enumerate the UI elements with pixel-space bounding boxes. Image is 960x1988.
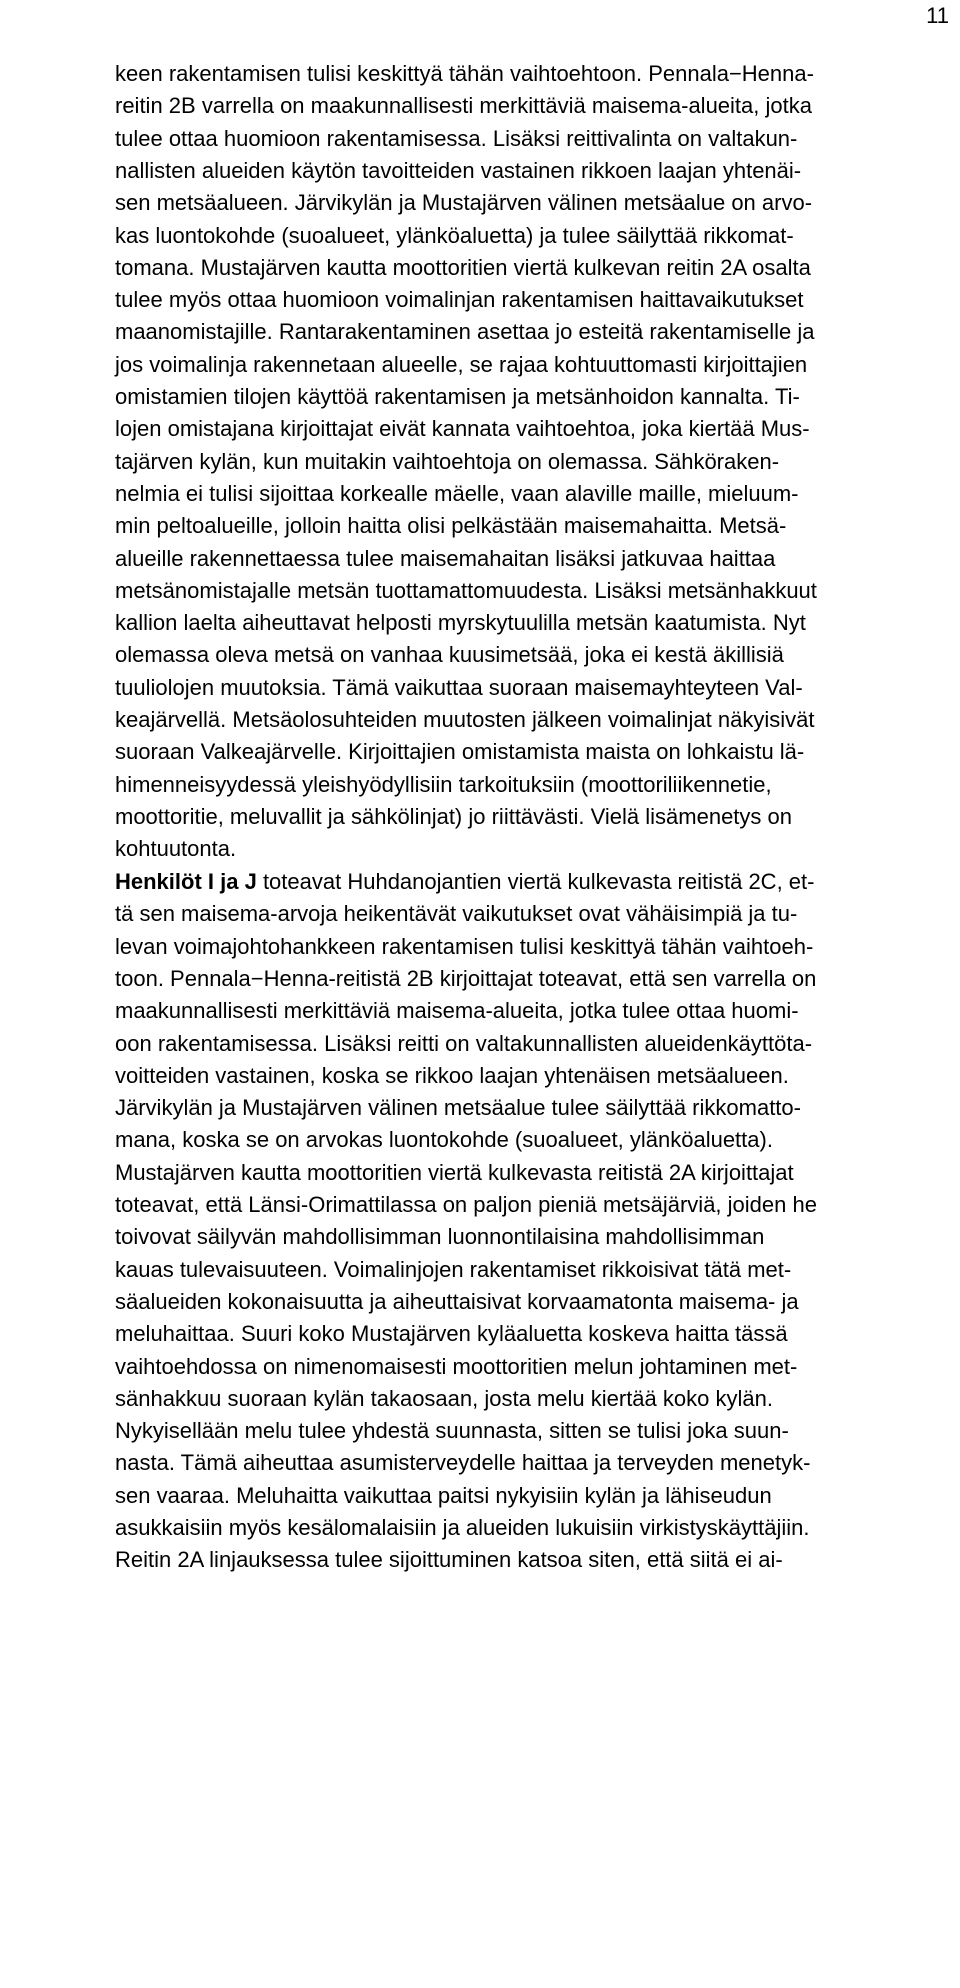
text-run: min peltoalueille, jolloin haitta olisi pelkästään maisemahaitta. Metsä-	[115, 513, 787, 539]
text-run: asukkaisiin myös kesälomalaisiin ja alueiden lukuisiin virkistyskäyttäjiin.	[115, 1515, 810, 1540]
text-run: nelmia ei tulisi sijoittaa korkealle mäelle, vaan alaville maille, mieluum-	[115, 480, 799, 506]
page-number: 11	[926, 3, 949, 28]
text-line	[115, 352, 807, 378]
text-line	[115, 1095, 801, 1121]
text-line	[115, 1547, 783, 1573]
text-run: keajärvellä. Metsäolosuhteiden muutosten jälkeen voimalinjat näkyisivät	[115, 707, 815, 732]
text-line	[115, 126, 797, 152]
text-line	[115, 1257, 791, 1283]
text-line	[115, 416, 810, 442]
text-run: Mustajärven kautta moottoritien viertä kulkevasta reitistä 2A kirjoittajat	[115, 1159, 794, 1185]
text-line	[115, 1418, 789, 1444]
text-run: keen rakentamisen tulisi keskittyä tähän vaihtoehtoon. Pennala−Henna-	[115, 61, 814, 86]
text-line	[115, 513, 786, 539]
text-run: kas luontokohde (suoalueet, ylänköaluetta) ja tulee säilyttää rikkomat-	[115, 222, 794, 248]
text-line	[115, 836, 236, 862]
text-line	[115, 642, 784, 668]
text-line	[115, 190, 812, 216]
text-line	[115, 1386, 773, 1412]
text-run: voitteiden vastainen, koska se rikkoo laajan yhtenäisen metsäalueen.	[115, 1062, 789, 1088]
text-line	[115, 1354, 797, 1380]
text-line	[115, 707, 815, 733]
text-run: kallion laelta aiheuttavat helposti myrskytuulilla metsän kaatumista. Nyt	[115, 610, 806, 636]
text-run: omistamien tilojen käyttöä rakentamisen ja metsänhoidon kannalta. Ti-	[115, 384, 800, 409]
text-run: kauas tulevaisuuteen. Voimalinjojen rakentamiset rikkoisivat tätä met-	[115, 1256, 792, 1282]
text-line	[115, 1289, 799, 1315]
text-run: moottoritie, meluvallit ja sähkölinjat) jo riittävästi. Vielä lisämenetys on	[115, 803, 792, 829]
text-run: metsänomistajalle metsän tuottamattomuudesta. Lisäksi metsänhakkuut	[115, 577, 817, 603]
text-run: maanomistajille. Rantarakentaminen asettaa jo esteitä rakentamiselle ja	[115, 319, 815, 345]
text-line	[115, 1063, 789, 1089]
text-run: toivovat säilyvän mahdollisimman luonnontilaisina mahdollisimman	[115, 1224, 765, 1250]
text-run: maakunnallisesti merkittäviä maisema-alueita, jotka tulee ottaa huomi-	[115, 998, 799, 1024]
text-line	[115, 481, 799, 507]
text-line	[115, 1450, 810, 1476]
text-line	[115, 61, 814, 87]
text-line	[115, 1483, 772, 1509]
text-line	[115, 675, 803, 701]
text-run: sänhakkuu suoraan kylän takaosaan, josta melu kiertää koko kylän.	[115, 1385, 773, 1411]
text-run: lojen omistajana kirjoittajat eivät kannata vaihtoehtoa, joka kiertää Mus-	[115, 416, 810, 442]
text-run: kohtuutonta.	[115, 836, 237, 862]
text-run: nasta. Tämä aiheuttaa asumisterveydelle haittaa ja terveyden menetyk-	[115, 1450, 811, 1476]
text-run: alueille rakennettaessa tulee maisemahaitan lisäksi jatkuvaa haittaa	[115, 545, 776, 571]
text-run: sen metsäalueen. Järvikylän ja Mustajärven välinen metsäalue on arvo-	[115, 190, 813, 216]
text-run: reitin 2B varrella on maakunnallisesti merkittäviä maisema-alueita, jotka	[115, 93, 812, 119]
text-run: levan voimajohtohankkeen rakentamisen tulisi keskittyä tähän vaihtoeh-	[115, 933, 814, 959]
bold-text: Henkilöt I ja J	[115, 869, 257, 894]
text-run: tuuliolojen muutoksia. Tämä vaikuttaa suoraan maisemayhteyteen Val-	[115, 674, 803, 700]
text-line	[115, 934, 813, 960]
text-run: toteavat Huhdanojantien viertä kulkevasta reitistä 2C, et-	[256, 869, 815, 894]
text-line	[115, 1127, 773, 1153]
text-line	[115, 546, 775, 572]
text-run: tulee ottaa huomioon rakentamisessa. Lisäksi reittivalinta on valtakun-	[115, 125, 798, 151]
text-line	[115, 1031, 812, 1057]
text-run: tä sen maisema-arvoja heikentävät vaikutukset ovat vähäisimpiä ja tu-	[115, 901, 798, 927]
text-run: toteavat, että Länsi-Orimattilassa on paljon pieniä metsäjärviä, joiden he	[115, 1192, 817, 1217]
text-run: oon rakentamisessa. Lisäksi reitti on valtakunnallisten alueidenkäyttöta-	[115, 1030, 813, 1056]
text-line	[115, 158, 801, 184]
text-run: toon. Pennala−Henna-reitistä 2B kirjoittajat toteavat, että sen varrella on	[115, 965, 817, 991]
text-line	[115, 1224, 764, 1250]
text-line	[115, 449, 779, 475]
text-run: sen vaaraa. Meluhaitta vaikuttaa paitsi nykyisiin kylän ja lähiseudun	[115, 1482, 772, 1508]
text-line	[115, 93, 812, 119]
text-line	[115, 901, 797, 927]
text-line	[115, 610, 806, 636]
text-line	[115, 384, 800, 410]
text-line	[115, 998, 799, 1024]
text-line	[115, 1160, 794, 1186]
text-run: meluhaittaa. Suuri koko Mustajärven kyläaluetta koskeva haitta tässä	[115, 1321, 788, 1347]
text-line	[115, 869, 814, 895]
text-run: säalueiden kokonaisuutta ja aiheuttaisivat korvaamatonta maisema- ja	[115, 1288, 799, 1314]
text-line	[115, 255, 811, 281]
text-run: suoraan Valkeajärvelle. Kirjoittajien omistamista maista on lohkaistu lä-	[115, 739, 805, 765]
text-line	[115, 223, 794, 249]
text-run: tomana. Mustajärven kautta moottoritien viertä kulkevan reitin 2A osalta	[115, 254, 811, 280]
text-line	[115, 1321, 788, 1347]
text-line	[115, 287, 804, 313]
text-run: Järvikylän ja Mustajärven välinen metsäalue tulee säilyttää rikkomatto-	[115, 1095, 801, 1121]
text-run: Reitin 2A linjauksessa tulee sijoittuminen katsoa siten, että siitä ei ai-	[115, 1547, 783, 1573]
text-run: Nykyisellään melu tulee yhdestä suunnasta, sitten se tulisi joka suun-	[115, 1418, 789, 1444]
text-run: tajärven kylän, kun muitakin vaihtoehtoja on olemassa. Sähköraken-	[115, 448, 780, 474]
text-run: olemassa oleva metsä on vanhaa kuusimetsää, joka ei kestä äkillisiä	[115, 642, 784, 668]
text-line	[115, 578, 817, 604]
text-run: jos voimalinja rakennetaan alueelle, se rajaa kohtuuttomasti kirjoittajien	[115, 351, 808, 377]
text-line	[115, 966, 816, 992]
text-run: tulee myös ottaa huomioon voimalinjan rakentamisen haittavaikutukset	[115, 287, 804, 313]
text-run: nallisten alueiden käytön tavoitteiden vastainen rikkoen laajan yhtenäi-	[115, 157, 802, 183]
text-line	[115, 772, 772, 798]
text-line	[115, 319, 814, 345]
text-line	[115, 1192, 817, 1218]
text-line	[115, 1515, 810, 1541]
text-line	[115, 739, 804, 765]
text-run: vaihtoehdossa on nimenomaisesti moottoritien melun johtaminen met-	[115, 1353, 798, 1379]
text-line	[115, 804, 792, 830]
text-run: mana, koska se on arvokas luontokohde (suoalueet, ylänköaluetta).	[115, 1127, 773, 1153]
text-run: himenneisyydessä yleishyödyllisiin tarkoituksiin (moottoriliikennetie,	[115, 771, 772, 797]
